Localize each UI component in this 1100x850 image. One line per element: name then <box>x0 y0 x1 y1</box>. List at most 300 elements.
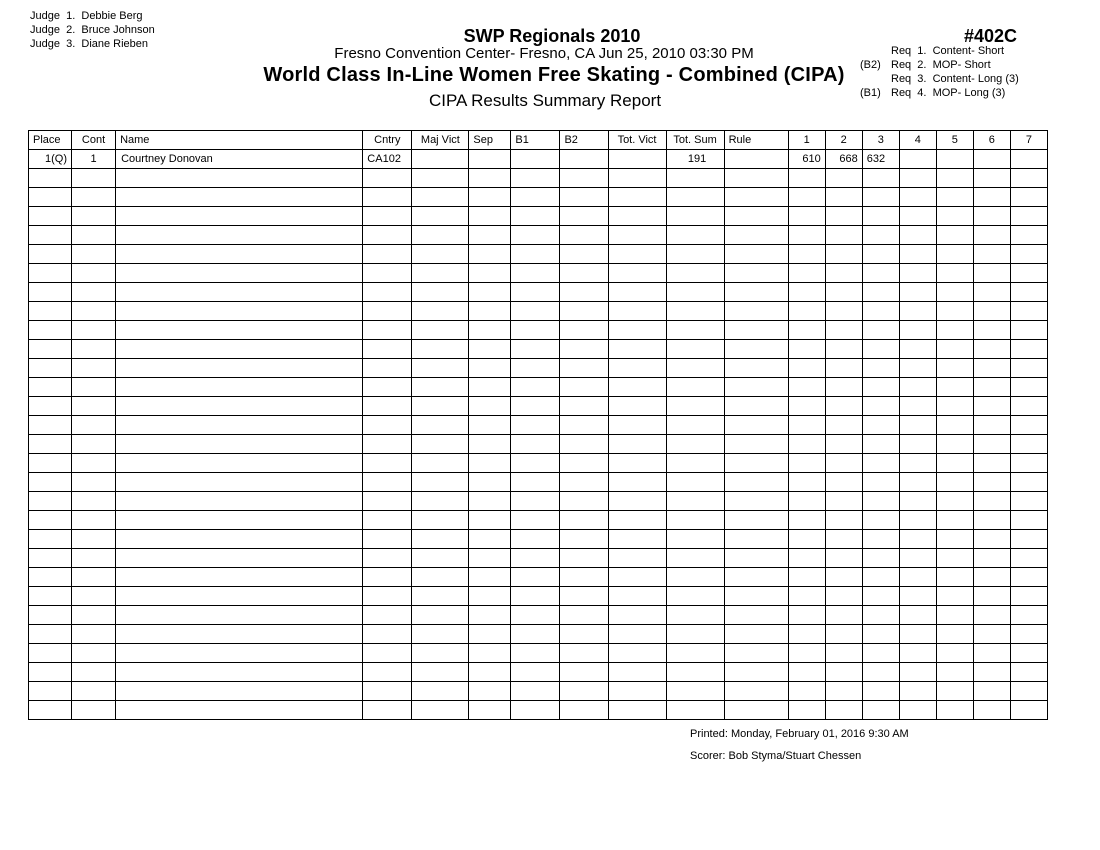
table-cell <box>560 150 608 169</box>
table-cell <box>72 511 116 530</box>
table-cell <box>973 511 1010 530</box>
table-row <box>29 511 1048 530</box>
table-cell <box>936 302 973 321</box>
table-cell <box>899 188 936 207</box>
table-cell <box>412 568 469 587</box>
table-cell <box>363 682 412 701</box>
table-cell <box>1010 321 1047 340</box>
table-cell <box>560 283 608 302</box>
table-cell <box>469 530 511 549</box>
table-row <box>29 188 1048 207</box>
table-cell <box>825 682 862 701</box>
table-cell <box>116 378 363 397</box>
table-cell <box>973 568 1010 587</box>
table-cell <box>724 359 788 378</box>
table-cell <box>724 283 788 302</box>
table-cell <box>936 701 973 720</box>
table-cell <box>788 359 825 378</box>
table-cell <box>511 245 560 264</box>
table-cell <box>862 530 899 549</box>
table-cell <box>412 340 469 359</box>
table-cell <box>72 663 116 682</box>
table-cell <box>973 663 1010 682</box>
table-cell <box>412 416 469 435</box>
requirements-list <box>860 44 1019 100</box>
table-cell <box>608 302 666 321</box>
table-row <box>29 283 1048 302</box>
table-cell <box>936 663 973 682</box>
table-cell <box>936 283 973 302</box>
table-row <box>29 492 1048 511</box>
table-cell <box>899 264 936 283</box>
table-cell <box>608 644 666 663</box>
table-cell <box>412 492 469 511</box>
table-cell <box>116 435 363 454</box>
table-cell: 1 <box>72 150 116 169</box>
table-cell <box>511 378 560 397</box>
table-cell <box>862 397 899 416</box>
table-row <box>29 587 1048 606</box>
table-cell <box>560 701 608 720</box>
table-cell <box>862 340 899 359</box>
table-cell <box>560 644 608 663</box>
table-cell <box>1010 568 1047 587</box>
table-cell <box>560 397 608 416</box>
table-cell <box>666 625 724 644</box>
table-cell <box>72 606 116 625</box>
table-cell <box>116 226 363 245</box>
table-cell <box>116 283 363 302</box>
table-cell <box>973 397 1010 416</box>
table-cell <box>412 511 469 530</box>
table-cell <box>1010 663 1047 682</box>
requirement-item <box>860 58 1019 72</box>
table-cell <box>72 587 116 606</box>
table-cell <box>116 245 363 264</box>
table-cell <box>511 492 560 511</box>
judge-3: Judge 3. Diane Rieben <box>30 38 149 50</box>
table-cell <box>511 283 560 302</box>
table-cell <box>116 644 363 663</box>
table-cell <box>936 340 973 359</box>
table-cell <box>1010 492 1047 511</box>
table-cell <box>825 625 862 644</box>
table-cell <box>560 264 608 283</box>
table-row <box>29 530 1048 549</box>
table-cell <box>666 682 724 701</box>
table-cell <box>363 169 412 188</box>
table-cell: 668 <box>825 150 862 169</box>
table-cell <box>116 359 363 378</box>
table-cell <box>724 150 788 169</box>
table-cell <box>862 473 899 492</box>
table-cell <box>666 245 724 264</box>
table-cell <box>862 169 899 188</box>
table-row <box>29 321 1048 340</box>
table-cell <box>862 264 899 283</box>
table-cell <box>412 473 469 492</box>
table-cell <box>412 378 469 397</box>
table-cell <box>363 587 412 606</box>
table-cell <box>825 207 862 226</box>
table-cell <box>511 682 560 701</box>
table-cell <box>936 245 973 264</box>
table-row <box>29 435 1048 454</box>
table-cell <box>899 587 936 606</box>
table-cell <box>511 568 560 587</box>
table-cell <box>72 188 116 207</box>
table-cell <box>788 530 825 549</box>
table-cell <box>788 454 825 473</box>
table-cell <box>973 169 1010 188</box>
table-cell <box>1010 302 1047 321</box>
table-cell <box>825 549 862 568</box>
table-cell <box>724 397 788 416</box>
table-cell <box>1010 454 1047 473</box>
table-cell <box>862 625 899 644</box>
table-row <box>29 473 1048 492</box>
report-title: CIPA Results Summary Report <box>428 91 662 110</box>
table-cell <box>29 245 72 264</box>
column-header: 1 <box>788 131 825 150</box>
table-cell <box>936 530 973 549</box>
table-cell <box>788 188 825 207</box>
table-cell <box>412 207 469 226</box>
table-cell: CA102 <box>363 150 412 169</box>
table-cell <box>862 454 899 473</box>
table-cell <box>116 416 363 435</box>
table-cell <box>666 416 724 435</box>
table-cell <box>469 302 511 321</box>
table-cell <box>511 454 560 473</box>
table-cell <box>560 663 608 682</box>
table-cell <box>72 359 116 378</box>
table-cell <box>936 473 973 492</box>
table-cell <box>469 682 511 701</box>
table-row <box>29 359 1048 378</box>
table-cell <box>363 701 412 720</box>
table-cell <box>825 169 862 188</box>
table-cell <box>899 511 936 530</box>
table-cell <box>825 701 862 720</box>
table-cell <box>116 473 363 492</box>
table-cell <box>412 701 469 720</box>
column-header: 5 <box>936 131 973 150</box>
table-cell <box>666 283 724 302</box>
table-cell <box>412 226 469 245</box>
table-cell <box>29 435 72 454</box>
table-cell <box>29 625 72 644</box>
table-cell <box>899 454 936 473</box>
table-cell <box>469 416 511 435</box>
table-cell <box>363 359 412 378</box>
table-cell <box>973 226 1010 245</box>
table-cell <box>973 245 1010 264</box>
table-cell <box>511 359 560 378</box>
table-cell <box>116 663 363 682</box>
table-cell <box>29 321 72 340</box>
table-cell <box>29 701 72 720</box>
table-cell <box>724 663 788 682</box>
table-cell <box>412 264 469 283</box>
table-cell <box>724 568 788 587</box>
table-cell <box>608 625 666 644</box>
table-cell <box>511 663 560 682</box>
table-cell <box>412 397 469 416</box>
table-cell <box>862 226 899 245</box>
table-cell <box>29 663 72 682</box>
table-cell <box>363 606 412 625</box>
table-cell <box>72 644 116 663</box>
table-cell <box>788 511 825 530</box>
column-header: Cont <box>72 131 116 150</box>
table-cell <box>363 568 412 587</box>
table-cell <box>1010 587 1047 606</box>
table-cell <box>724 169 788 188</box>
table-cell <box>1010 473 1047 492</box>
table-cell <box>724 378 788 397</box>
table-cell <box>862 549 899 568</box>
table-cell <box>608 378 666 397</box>
table-header-row <box>29 131 1048 150</box>
table-cell <box>788 169 825 188</box>
table-cell <box>899 226 936 245</box>
table-cell <box>899 245 936 264</box>
table-row <box>29 397 1048 416</box>
table-cell <box>29 359 72 378</box>
table-cell <box>862 568 899 587</box>
table-cell <box>724 682 788 701</box>
table-cell <box>899 682 936 701</box>
table-cell <box>116 682 363 701</box>
table-cell <box>560 530 608 549</box>
table-cell <box>899 378 936 397</box>
table-cell <box>936 454 973 473</box>
table-cell <box>788 701 825 720</box>
table-cell <box>788 473 825 492</box>
table-cell <box>825 530 862 549</box>
table-cell <box>363 454 412 473</box>
table-cell <box>363 492 412 511</box>
table-cell <box>363 226 412 245</box>
table-cell <box>560 188 608 207</box>
table-cell <box>511 150 560 169</box>
table-cell <box>560 492 608 511</box>
table-cell <box>973 435 1010 454</box>
table-cell <box>412 245 469 264</box>
table-cell <box>973 283 1010 302</box>
table-cell <box>469 568 511 587</box>
table-cell <box>724 701 788 720</box>
competition-title: SWP Regionals 2010 <box>463 26 641 46</box>
table-cell <box>899 625 936 644</box>
table-cell <box>363 644 412 663</box>
table-cell <box>936 606 973 625</box>
table-cell <box>412 454 469 473</box>
table-cell <box>72 625 116 644</box>
table-cell <box>788 587 825 606</box>
table-cell <box>116 530 363 549</box>
table-cell <box>936 625 973 644</box>
table-cell <box>608 606 666 625</box>
table-cell <box>936 150 973 169</box>
table-cell <box>608 587 666 606</box>
table-cell <box>511 701 560 720</box>
table-cell <box>29 416 72 435</box>
requirement-prefix <box>860 72 891 86</box>
table-cell <box>511 302 560 321</box>
table-cell <box>363 264 412 283</box>
table-cell <box>788 397 825 416</box>
table-cell <box>511 340 560 359</box>
table-cell <box>973 378 1010 397</box>
table-cell <box>608 150 666 169</box>
table-cell <box>899 644 936 663</box>
table-cell <box>469 492 511 511</box>
table-cell <box>29 682 72 701</box>
table-cell <box>511 397 560 416</box>
table-cell <box>412 530 469 549</box>
table-cell <box>973 454 1010 473</box>
table-cell <box>1010 549 1047 568</box>
table-cell <box>72 169 116 188</box>
table-cell <box>788 435 825 454</box>
table-cell <box>116 340 363 359</box>
table-cell <box>936 416 973 435</box>
requirement-prefix: (B1) <box>860 87 881 99</box>
table-cell <box>363 625 412 644</box>
table-cell <box>116 169 363 188</box>
table-cell <box>1010 378 1047 397</box>
table-row <box>29 549 1048 568</box>
table-cell <box>116 625 363 644</box>
requirement-text: Req 4. MOP- Long (3) <box>891 87 1006 99</box>
table-cell <box>899 701 936 720</box>
column-header: 2 <box>825 131 862 150</box>
table-cell <box>788 625 825 644</box>
table-cell <box>608 530 666 549</box>
table-cell <box>899 663 936 682</box>
table-cell <box>973 644 1010 663</box>
table-cell <box>560 606 608 625</box>
table-cell <box>666 340 724 359</box>
table-cell <box>116 587 363 606</box>
table-cell <box>666 492 724 511</box>
requirement-text: Req 3. Content- Long (3) <box>891 73 1019 85</box>
table-row <box>29 606 1048 625</box>
event-number: #402C <box>964 26 1018 46</box>
table-cell <box>973 150 1010 169</box>
table-cell <box>788 416 825 435</box>
table-cell <box>469 340 511 359</box>
table-cell <box>560 454 608 473</box>
table-cell <box>899 207 936 226</box>
table-cell <box>29 473 72 492</box>
table-row <box>29 701 1048 720</box>
table-cell <box>825 397 862 416</box>
table-cell <box>469 169 511 188</box>
table-cell <box>1010 625 1047 644</box>
column-header: Rule <box>724 131 788 150</box>
table-row <box>29 302 1048 321</box>
table-cell <box>560 435 608 454</box>
table-cell <box>825 321 862 340</box>
table-cell <box>973 682 1010 701</box>
column-header: B2 <box>560 131 608 150</box>
table-cell <box>29 530 72 549</box>
table-cell <box>29 587 72 606</box>
table-cell <box>469 625 511 644</box>
table-cell <box>412 682 469 701</box>
column-header: Name <box>116 131 363 150</box>
table-cell <box>862 682 899 701</box>
table-cell <box>412 663 469 682</box>
table-cell <box>862 207 899 226</box>
scorer-line: Scorer: Bob Styma/Stuart Chessen <box>690 750 862 762</box>
table-cell <box>72 454 116 473</box>
judge-1: Judge 1. Debbie Berg <box>30 10 143 22</box>
table-cell <box>899 435 936 454</box>
table-cell <box>899 397 936 416</box>
table-cell <box>469 435 511 454</box>
table-cell <box>363 663 412 682</box>
table-cell <box>412 587 469 606</box>
table-cell <box>608 492 666 511</box>
table-cell <box>825 416 862 435</box>
table-cell <box>511 606 560 625</box>
table-cell <box>412 169 469 188</box>
table-cell <box>724 226 788 245</box>
table-cell <box>724 587 788 606</box>
table-row <box>29 207 1048 226</box>
table-cell <box>72 283 116 302</box>
table-cell <box>973 473 1010 492</box>
table-cell: 632 <box>862 150 899 169</box>
table-cell <box>899 340 936 359</box>
table-cell <box>469 701 511 720</box>
table-cell <box>72 568 116 587</box>
table-cell <box>412 302 469 321</box>
table-cell <box>608 245 666 264</box>
table-cell <box>608 207 666 226</box>
table-cell <box>29 264 72 283</box>
table-cell <box>724 435 788 454</box>
table-cell <box>666 454 724 473</box>
requirement-prefix: (B2) <box>860 59 881 71</box>
table-cell <box>788 283 825 302</box>
table-cell <box>1010 606 1047 625</box>
table-cell <box>825 188 862 207</box>
table-cell <box>666 473 724 492</box>
table-row <box>29 226 1048 245</box>
table-cell <box>666 644 724 663</box>
table-cell <box>363 435 412 454</box>
table-cell <box>363 511 412 530</box>
table-cell <box>1010 245 1047 264</box>
table-cell <box>973 302 1010 321</box>
table-cell <box>899 530 936 549</box>
table-cell <box>1010 188 1047 207</box>
table-cell <box>666 568 724 587</box>
table-row <box>29 340 1048 359</box>
table-cell <box>72 435 116 454</box>
table-cell <box>469 644 511 663</box>
table-cell <box>724 454 788 473</box>
requirement-prefix <box>860 44 891 58</box>
table-cell <box>560 587 608 606</box>
table-cell <box>608 682 666 701</box>
table-cell <box>412 625 469 644</box>
